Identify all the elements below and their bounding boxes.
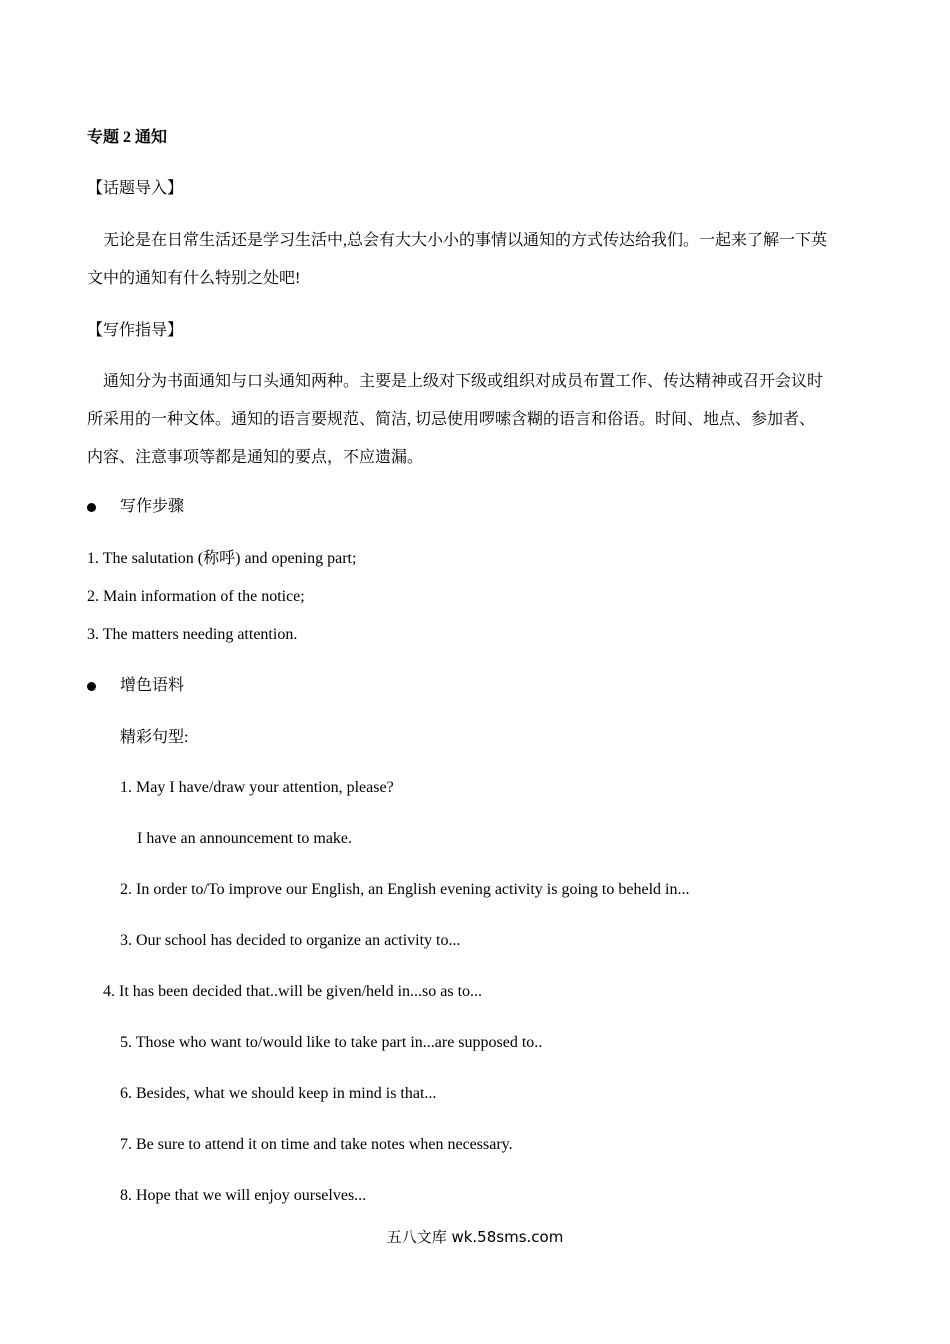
step-item: 1. The salutation (称呼) and opening part; xyxy=(87,550,357,567)
phrase-item: 6. Besides, what we should keep in mind is that... xyxy=(120,1085,437,1102)
phrase-item: 8. Hope that we will enjoy ourselves... xyxy=(120,1187,367,1204)
phrase-item: 2. In order to/To improve our English, an English evening activity is going to beheld in... xyxy=(120,881,690,898)
step-item: 3. The matters needing attention. xyxy=(87,626,298,643)
phrase-item: 5. Those who want to/would like to take part in...are supposed to.. xyxy=(120,1034,543,1051)
phrases-heading: 增色语料 xyxy=(120,677,185,694)
page-footer: 五八文库 wk.58sms.com xyxy=(386,1228,564,1246)
guide-paragraph-line-1: 通知分为书面通知与口头通知两种。主要是上级对下级或组织对成员布置工作、传达精神或召开会议时 xyxy=(103,373,824,390)
phrase-item: 4. It has been decided that..will be given/held in...so as to... xyxy=(103,983,483,1000)
phrase-item: 1. May I have/draw your attention, please? xyxy=(120,779,394,796)
guide-paragraph-line-2: 所采用的一种文体。通知的语言要规范、简洁, 切忌使用啰嗦含糊的语言和俗语。时间、地点、参加者、 xyxy=(87,411,816,428)
section-heading-intro: 【话题导入】 xyxy=(87,180,184,197)
intro-paragraph-line-2: 文中的通知有什么特别之处吧! xyxy=(87,270,301,287)
bullet-icon xyxy=(87,503,96,512)
steps-heading: 写作步骤 xyxy=(120,498,185,515)
intro-paragraph-line-1: 无论是在日常生活还是学习生活中,总会有大大小小的事情以通知的方式传达给我们。一起来了解一下英 xyxy=(103,232,828,249)
page-title: 专题 2 通知 xyxy=(87,129,168,146)
phrase-item: 3. Our school has decided to organize an activity to... xyxy=(120,932,461,949)
phrase-item: I have an announcement to make. xyxy=(137,830,353,847)
section-heading-guide: 【写作指导】 xyxy=(87,322,184,339)
bullet-icon xyxy=(87,682,96,691)
phrase-item: 7. Be sure to attend it on time and take notes when necessary. xyxy=(120,1136,513,1153)
phrases-subheading: 精彩句型: xyxy=(120,729,189,746)
guide-paragraph-line-3: 内容、注意事项等都是通知的要点，不应遗漏。 xyxy=(87,449,424,466)
step-item: 2. Main information of the notice; xyxy=(87,588,305,605)
